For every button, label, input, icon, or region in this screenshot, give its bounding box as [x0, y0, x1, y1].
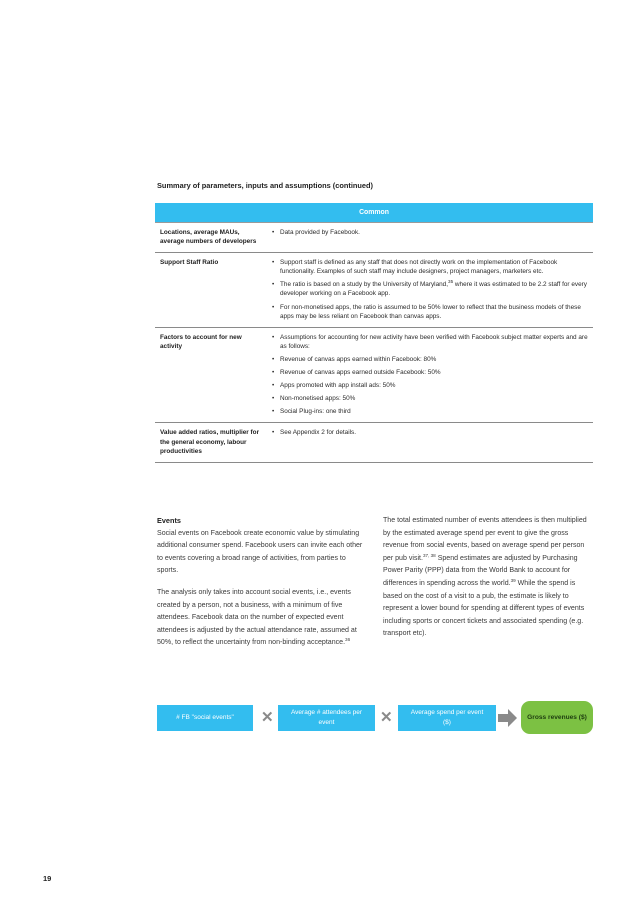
events-heading: Events	[157, 516, 181, 525]
table-row	[155, 327, 593, 423]
row-content	[266, 223, 593, 253]
bullet-item: • Support staff is defined as any staff that does not directly work on the implementation of Facebook functionality. Examples of such staff may include designers, project managers, marketers etc.	[271, 258, 589, 276]
bullet-item: • Revenue of canvas apps earned outside Facebook: 50%	[271, 368, 589, 377]
row-label: Value added ratios, multiplier for the general economy, labour productivities	[155, 423, 266, 462]
bullet-item: • See Appendix 2 for details.	[271, 428, 589, 437]
parameters-table	[155, 203, 593, 463]
table-row	[155, 423, 593, 462]
events-paragraph: Social events on Facebook create economic value by stimulating additional consumer spend. Facebook users can invite each other to events covering a broad range of activities, from parties to sports.	[157, 529, 363, 575]
paragraph-text: Spend estimates are adjusted by Purchasing Power Parity (PPP) data from the World Bank to account for differences in spending across the world.	[383, 554, 578, 587]
footnote-ref: 36	[345, 637, 351, 643]
row-label: Locations, average MAUs, average numbers of developers	[155, 223, 266, 253]
average-spend-box: Average spend per event ($)	[398, 705, 496, 731]
page-number: 19	[43, 874, 52, 883]
events-left-column	[157, 515, 367, 659]
paragraph-text: The analysis only takes into account social events, i.e., events created by a person, not a business, with a minimum of five attendees. Facebook data on the number of expected event attendees is adjusted by the actual attendance rate, assumed at 50%, to reflect the uncertainty from non-binding acceptance.	[157, 588, 357, 647]
footnote-ref: 35	[448, 279, 454, 285]
row-content	[266, 423, 593, 462]
bullet-list	[271, 258, 589, 321]
bullet-list	[271, 428, 589, 437]
row-content	[266, 253, 593, 328]
paragraph-text: The total estimated number of events attendees is then multiplied by the estimated average spend per event to give the gross revenue from social events, based on average spend per person per pub visit.	[383, 517, 587, 562]
bullet-text: The ratio is based on a study by the University of Maryland,	[280, 281, 449, 289]
paragraph-text: While the spend is based on the cost of a visit to a pub, the estimate is likely to represent a lower bound for spending at different types of events including sports or concert tickets and associated spending (e.g. transport etc).	[383, 579, 585, 638]
average-attendees-box: Average # attendees per event	[278, 705, 375, 731]
bullet-item: • For non-monetised apps, the ratio is assumed to be 50% lower to reflect that the business models of these apps may be less reliant on Facebook than canvas apps.	[271, 303, 589, 321]
bullet-list	[271, 228, 589, 237]
events-right-column	[383, 515, 593, 650]
footnote-ref: 37, 38	[422, 552, 436, 558]
table-header-common: Common	[155, 203, 593, 223]
bullet-item: • Non-monetised apps: 50%	[271, 394, 589, 403]
arrow-right-icon	[498, 709, 518, 727]
multiply-icon: ✕	[380, 709, 393, 726]
bullet-item: • Apps promoted with app install ads: 50%	[271, 381, 589, 390]
table-header-row	[155, 203, 593, 223]
gross-revenues-box: Gross revenues ($)	[521, 701, 593, 734]
row-label: Support Staff Ratio	[155, 253, 266, 328]
bullet-text: where it was estimated to be 2.2 staff for every developer working on a Facebook app.	[280, 281, 587, 298]
table-row	[155, 223, 593, 253]
footnote-ref: 39	[510, 577, 516, 583]
table-row	[155, 253, 593, 328]
table-caption: Summary of parameters, inputs and assumptions (continued)	[157, 181, 374, 190]
row-content	[266, 327, 593, 423]
events-paragraph	[383, 515, 593, 641]
bullet-item: • Revenue of canvas apps earned within Facebook: 80%	[271, 355, 589, 364]
row-label: Factors to account for new activity	[155, 327, 266, 423]
multiply-icon: ✕	[261, 709, 274, 726]
bullet-item: • Social Plug-ins: one third	[271, 407, 589, 416]
bullet-item: • Data provided by Facebook.	[271, 228, 589, 237]
bullet-list	[271, 333, 589, 417]
fb-social-events-box: # FB "social events"	[157, 705, 253, 731]
bullet-item	[271, 280, 589, 298]
bullet-item: • Assumptions for accounting for new activity have been verified with Facebook subject matter experts and are as follows:	[271, 333, 589, 351]
events-paragraph	[157, 587, 367, 650]
